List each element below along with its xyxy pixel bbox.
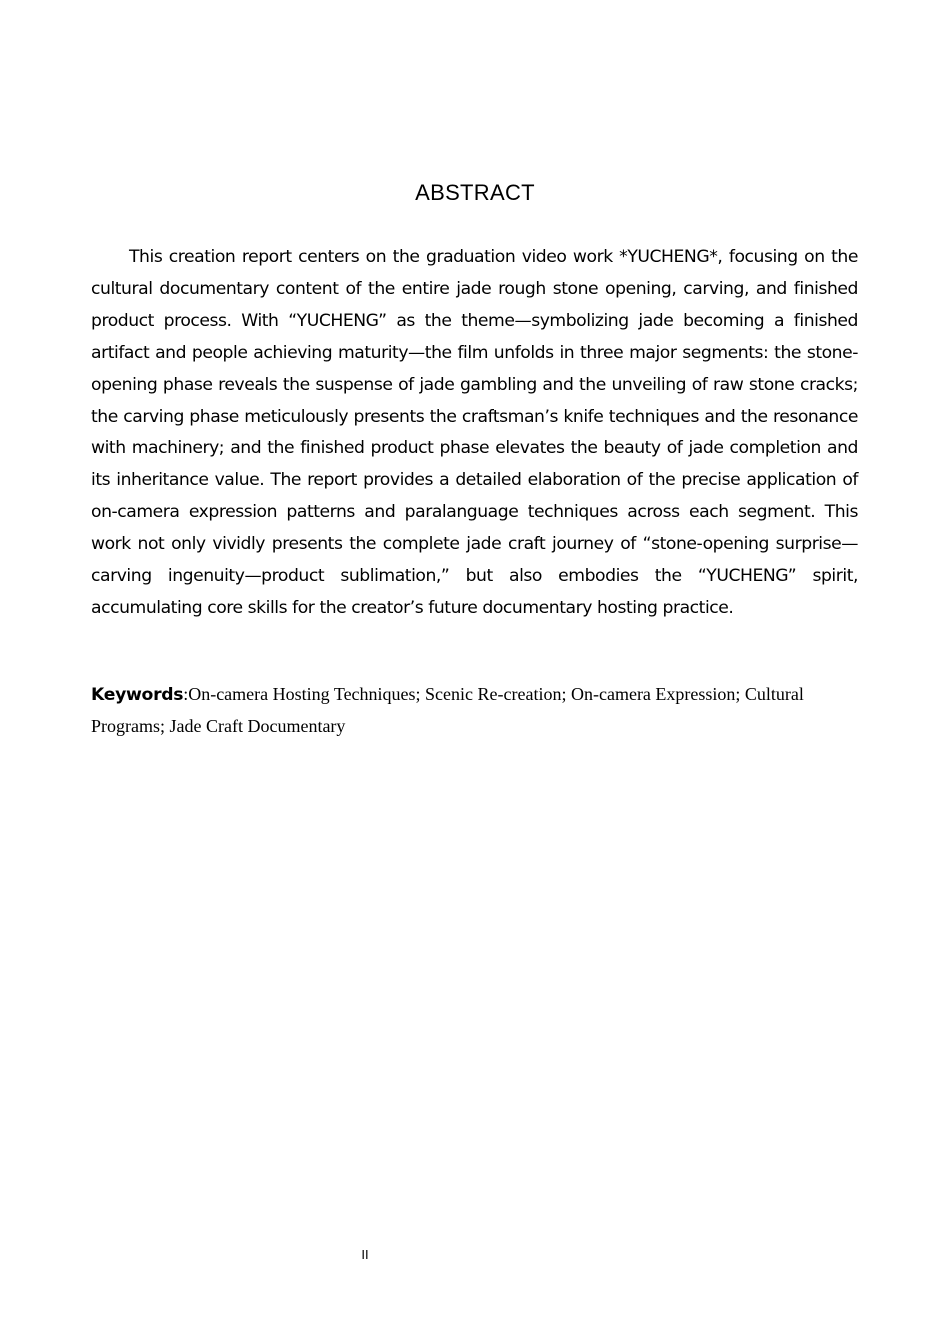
keywords-list: On-camera Hosting Techniques; Scenic Re-creation; On-camera Expression; Cultural Programs; Jade Craft Documentary	[91, 684, 804, 736]
keywords-label: Keywords	[91, 685, 184, 705]
keywords-separator: :	[183, 684, 189, 704]
keywords-line	[91, 679, 858, 742]
page-number: II	[361, 1247, 369, 1262]
abstract-title: ABSTRACT	[415, 180, 535, 205]
abstract-paragraph: This creation report centers on the graduation video work *YUCHENG*, focusing on the cultural documentary content of the entire jade rough stone opening, carving, and finished product process. With “YUCHENG” as the theme—symbolizing jade becoming a finished artifact and people achieving maturity—the film unfolds in three major segments: the stone-opening phase reveals the suspense of jade gambling and the unveiling of raw stone cracks; the carving phase meticulously presents the craftsman’s knife techniques and the resonance with machinery; and the finished product phase elevates the beauty of jade completion and its inheritance value. The report provides a detailed elaboration of the precise application of on-camera expression patterns and paralanguage techniques across each segment. This work not only vividly presents the complete jade craft journey of “stone-opening surprise—carving ingenuity—product sublimation,” but also embodies the “YUCHENG” spirit, accumulating core skills for the creator’s future documentary hosting practice.	[91, 247, 858, 618]
